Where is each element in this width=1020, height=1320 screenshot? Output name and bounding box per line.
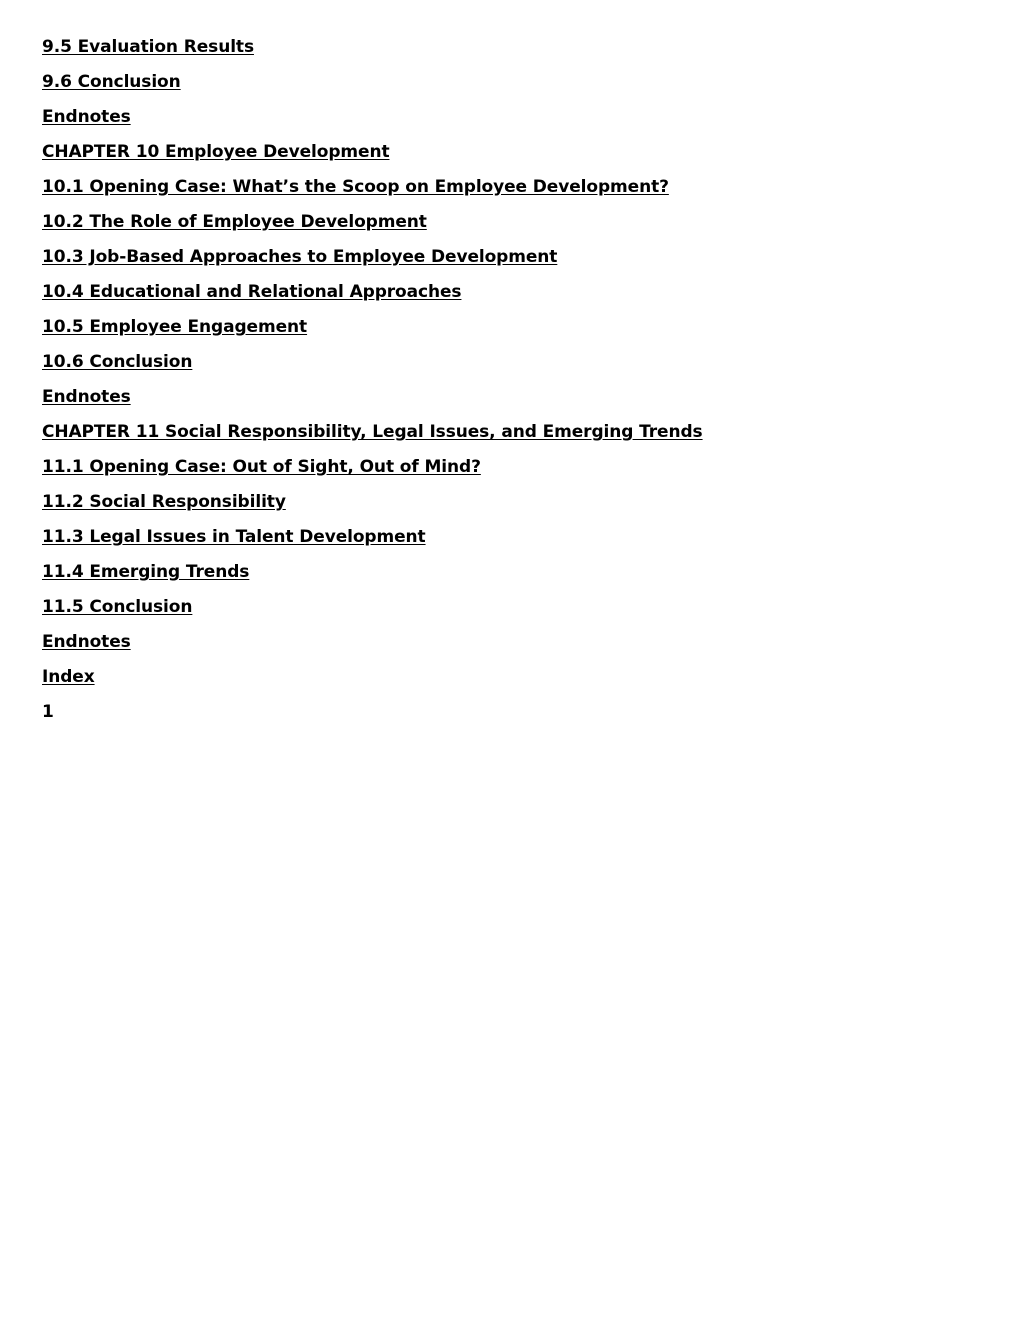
toc-link-11-1-opening-case[interactable]: 11.1 Opening Case: Out of Sight, Out of Mind? — [42, 457, 481, 477]
toc-link-endnotes-ch11[interactable]: Endnotes — [42, 632, 131, 652]
toc-item — [42, 421, 703, 456]
toc-link-10-1-opening-case[interactable]: 10.1 Opening Case: What’s the Scoop on Employee Development? — [42, 177, 669, 197]
toc-item — [42, 666, 703, 701]
toc-item — [42, 141, 703, 176]
toc-link-11-5-conclusion[interactable]: 11.5 Conclusion — [42, 597, 193, 617]
toc-link-10-4-educational[interactable]: 10.4 Educational and Relational Approaches — [42, 282, 462, 302]
toc-item — [42, 246, 703, 281]
toc-item — [42, 316, 703, 351]
toc-item — [42, 106, 703, 141]
toc-item — [42, 561, 703, 596]
toc-item — [42, 526, 703, 561]
toc-item — [42, 386, 703, 421]
toc-link-10-2-role[interactable]: 10.2 The Role of Employee Development — [42, 212, 427, 232]
toc-item — [42, 491, 703, 526]
toc-link-chapter-10[interactable]: CHAPTER 10 Employee Development — [42, 142, 390, 162]
toc-link-11-2-social-responsibility[interactable]: 11.2 Social Responsibility — [42, 492, 286, 512]
toc-link-11-4-emerging-trends[interactable]: 11.4 Emerging Trends — [42, 562, 250, 582]
toc-link-11-3-legal-issues[interactable]: 11.3 Legal Issues in Talent Development — [42, 527, 426, 547]
toc-link-endnotes-ch9[interactable]: Endnotes — [42, 107, 131, 127]
toc-link-index[interactable]: Index — [42, 667, 95, 687]
table-of-contents — [42, 36, 703, 701]
toc-item — [42, 281, 703, 316]
toc-link-9-5-evaluation-results[interactable]: 9.5 Evaluation Results — [42, 37, 254, 57]
toc-link-10-5-engagement[interactable]: 10.5 Employee Engagement — [42, 317, 308, 337]
page-number: 1 — [42, 702, 54, 722]
toc-item — [42, 456, 703, 491]
toc-item — [42, 631, 703, 666]
toc-link-10-3-job-based[interactable]: 10.3 Job-Based Approaches to Employee Development — [42, 247, 558, 267]
toc-item — [42, 211, 703, 246]
toc-item — [42, 351, 703, 386]
toc-item — [42, 36, 703, 71]
toc-link-9-6-conclusion[interactable]: 9.6 Conclusion — [42, 72, 181, 92]
toc-item — [42, 71, 703, 106]
toc-link-chapter-11[interactable]: CHAPTER 11 Social Responsibility, Legal Issues, and Emerging Trends — [42, 422, 703, 442]
toc-item — [42, 596, 703, 631]
toc-item — [42, 176, 703, 211]
toc-link-10-6-conclusion[interactable]: 10.6 Conclusion — [42, 352, 193, 372]
toc-link-endnotes-ch10[interactable]: Endnotes — [42, 387, 131, 407]
